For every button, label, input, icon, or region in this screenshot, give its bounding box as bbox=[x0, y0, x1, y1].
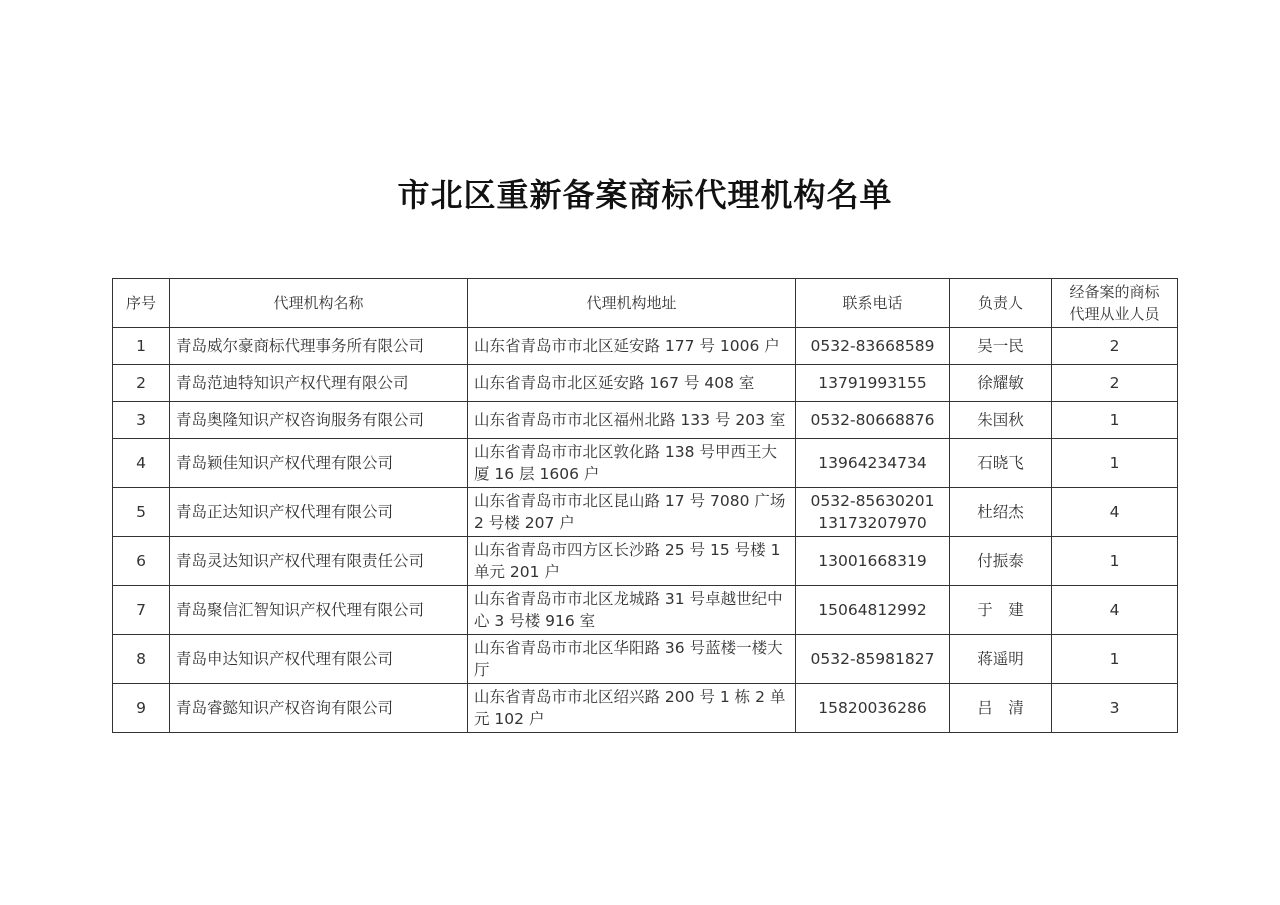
cell-contact: 吴一民 bbox=[950, 328, 1052, 365]
cell-address: 山东省青岛市四方区长沙路 25 号 15 号楼 1 单元 201 户 bbox=[468, 537, 796, 586]
cell-name: 青岛颖佳知识产权代理有限公司 bbox=[170, 439, 468, 488]
cell-address: 山东省青岛市市北区龙城路 31 号卓越世纪中心 3 号楼 916 室 bbox=[468, 586, 796, 635]
table-header-row bbox=[113, 279, 1178, 328]
table-row bbox=[113, 488, 1178, 537]
cell-phone bbox=[796, 488, 950, 537]
table-row bbox=[113, 684, 1178, 733]
table-row bbox=[113, 635, 1178, 684]
cell-contact: 付振泰 bbox=[950, 537, 1052, 586]
cell-address: 山东省青岛市市北区福州北路 133 号 203 室 bbox=[468, 402, 796, 439]
cell-address: 山东省青岛市市北区延安路 177 号 1006 户 bbox=[468, 328, 796, 365]
cell-contact: 徐耀敏 bbox=[950, 365, 1052, 402]
cell-phone: 0532-83668589 bbox=[796, 328, 950, 365]
cell-phone: 13964234734 bbox=[796, 439, 950, 488]
cell-staff: 3 bbox=[1052, 684, 1178, 733]
cell-name: 青岛睿懿知识产权咨询有限公司 bbox=[170, 684, 468, 733]
cell-name: 青岛灵达知识产权代理有限责任公司 bbox=[170, 537, 468, 586]
cell-staff: 2 bbox=[1052, 328, 1178, 365]
cell-index: 6 bbox=[113, 537, 170, 586]
cell-staff: 1 bbox=[1052, 402, 1178, 439]
cell-staff: 1 bbox=[1052, 635, 1178, 684]
table-row bbox=[113, 537, 1178, 586]
cell-index: 3 bbox=[113, 402, 170, 439]
page-title: 市北区重新备案商标代理机构名单 bbox=[397, 176, 893, 214]
cell-contact: 石晓飞 bbox=[950, 439, 1052, 488]
header-phone: 联系电话 bbox=[796, 279, 950, 328]
cell-staff: 1 bbox=[1052, 439, 1178, 488]
cell-address: 山东省青岛市市北区华阳路 36 号蓝楼一楼大厅 bbox=[468, 635, 796, 684]
cell-staff: 4 bbox=[1052, 586, 1178, 635]
header-name: 代理机构名称 bbox=[170, 279, 468, 328]
header-staff bbox=[1052, 279, 1178, 328]
cell-phone-line2: 13173207970 bbox=[818, 514, 927, 532]
cell-phone: 15064812992 bbox=[796, 586, 950, 635]
cell-name: 青岛奥隆知识产权咨询服务有限公司 bbox=[170, 402, 468, 439]
cell-contact: 吕 清 bbox=[950, 684, 1052, 733]
cell-index: 8 bbox=[113, 635, 170, 684]
cell-name: 青岛威尔豪商标代理事务所有限公司 bbox=[170, 328, 468, 365]
cell-contact: 于 建 bbox=[950, 586, 1052, 635]
cell-address: 山东省青岛市市北区绍兴路 200 号 1 栋 2 单元 102 户 bbox=[468, 684, 796, 733]
header-address: 代理机构地址 bbox=[468, 279, 796, 328]
cell-index: 7 bbox=[113, 586, 170, 635]
agency-table bbox=[112, 278, 1178, 733]
cell-index: 2 bbox=[113, 365, 170, 402]
cell-staff: 4 bbox=[1052, 488, 1178, 537]
cell-phone: 15820036286 bbox=[796, 684, 950, 733]
cell-contact: 杜绍杰 bbox=[950, 488, 1052, 537]
cell-name: 青岛范迪特知识产权代理有限公司 bbox=[170, 365, 468, 402]
cell-name: 青岛申达知识产权代理有限公司 bbox=[170, 635, 468, 684]
header-index: 序号 bbox=[113, 279, 170, 328]
cell-address: 山东省青岛市北区延安路 167 号 408 室 bbox=[468, 365, 796, 402]
table-row bbox=[113, 586, 1178, 635]
header-contact: 负责人 bbox=[950, 279, 1052, 328]
cell-staff: 2 bbox=[1052, 365, 1178, 402]
table-row bbox=[113, 439, 1178, 488]
table-row bbox=[113, 402, 1178, 439]
cell-phone: 0532-80668876 bbox=[796, 402, 950, 439]
cell-address: 山东省青岛市市北区敦化路 138 号甲西王大厦 16 层 1606 户 bbox=[468, 439, 796, 488]
cell-contact: 蒋遥明 bbox=[950, 635, 1052, 684]
cell-index: 1 bbox=[113, 328, 170, 365]
cell-phone-line1: 0532-85630201 bbox=[810, 492, 935, 510]
header-staff-line2: 代理从业人员 bbox=[1069, 305, 1160, 323]
cell-phone: 13791993155 bbox=[796, 365, 950, 402]
cell-name: 青岛聚信汇智知识产权代理有限公司 bbox=[170, 586, 468, 635]
cell-staff: 1 bbox=[1052, 537, 1178, 586]
cell-index: 9 bbox=[113, 684, 170, 733]
table-row bbox=[113, 328, 1178, 365]
cell-phone: 0532-85981827 bbox=[796, 635, 950, 684]
header-staff-line1: 经备案的商标 bbox=[1069, 283, 1160, 301]
cell-index: 5 bbox=[113, 488, 170, 537]
cell-contact: 朱国秋 bbox=[950, 402, 1052, 439]
table-row bbox=[113, 365, 1178, 402]
cell-index: 4 bbox=[113, 439, 170, 488]
cell-name: 青岛正达知识产权代理有限公司 bbox=[170, 488, 468, 537]
cell-phone: 13001668319 bbox=[796, 537, 950, 586]
cell-address: 山东省青岛市市北区昆山路 17 号 7080 广场 2 号楼 207 户 bbox=[468, 488, 796, 537]
